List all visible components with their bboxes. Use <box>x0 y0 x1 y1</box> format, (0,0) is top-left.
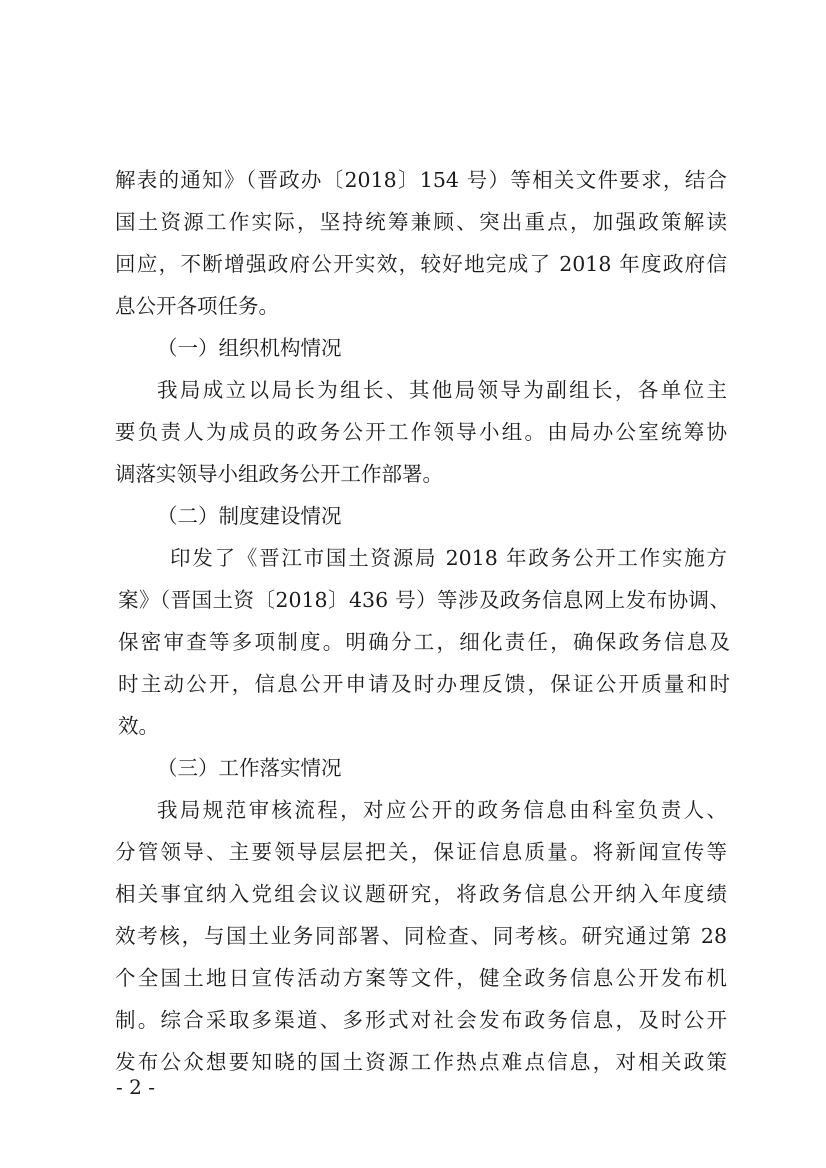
section2-line-5: 效。 <box>118 714 159 738</box>
section3-line-5: 个全国土地日宣传活动方案等文件，健全政务信息公开发布机 <box>115 966 727 990</box>
section3-line-6: 制。综合采取多渠道、多形式对社会发布政务信息，及时公开 <box>115 1008 727 1032</box>
section1-line-1: 我局成立以局长为组长、其他局领导为副组长，各单位主 <box>157 378 727 402</box>
section3-line-4: 效考核，与国土业务同部署、同检查、同考核。研究通过第 28 <box>115 924 727 948</box>
section3-line-7: 发布公众想要知晓的国土资源工作热点难点信息，对相关政策 <box>115 1050 727 1074</box>
section1-line-3: 调落实领导小组政务公开工作部署。 <box>115 462 443 486</box>
section3-heading: （三）工作落实情况 <box>157 756 342 780</box>
page-number: - 2 - <box>116 1075 155 1099</box>
intro-line-2: 国土资源工作实际，坚持统筹兼顾、突出重点，加强政策解读 <box>115 210 727 234</box>
intro-line-4: 息公开各项任务。 <box>115 294 279 318</box>
section2-heading: （二）制度建设情况 <box>157 504 342 528</box>
section1-line-2: 要负责人为成员的政务公开工作领导小组。由局办公室统筹协 <box>115 420 727 444</box>
section3-line-1: 我局规范审核流程，对应公开的政务信息由科室负责人、 <box>157 798 727 822</box>
intro-line-3: 回应，不断增强政府公开实效，较好地完成了 2018 年度政府信 <box>115 252 727 276</box>
section2-line-2: 案》（晋国土资〔2018〕436 号）等涉及政务信息网上发布协调、 <box>118 588 730 612</box>
section3-line-2: 分管领导、主要领导层层把关，保证信息质量。将新闻宣传等 <box>115 840 727 864</box>
section2-line-1: 印发了《晋江市国土资源局 2018 年政务公开工作实施方 <box>170 546 727 570</box>
section2-line-4: 时主动公开，信息公开申请及时办理反馈，保证公开质量和时 <box>118 672 730 696</box>
intro-line-1: 解表的通知》（晋政办〔2018〕154 号）等相关文件要求，结合 <box>115 168 727 192</box>
section2-line-3: 保密审查等多项制度。明确分工，细化责任，确保政务信息及 <box>118 630 730 654</box>
section1-heading: （一）组织机构情况 <box>157 336 342 360</box>
section3-line-3: 相关事宜纳入党组会议议题研究，将政务信息公开纳入年度绩 <box>115 882 727 906</box>
